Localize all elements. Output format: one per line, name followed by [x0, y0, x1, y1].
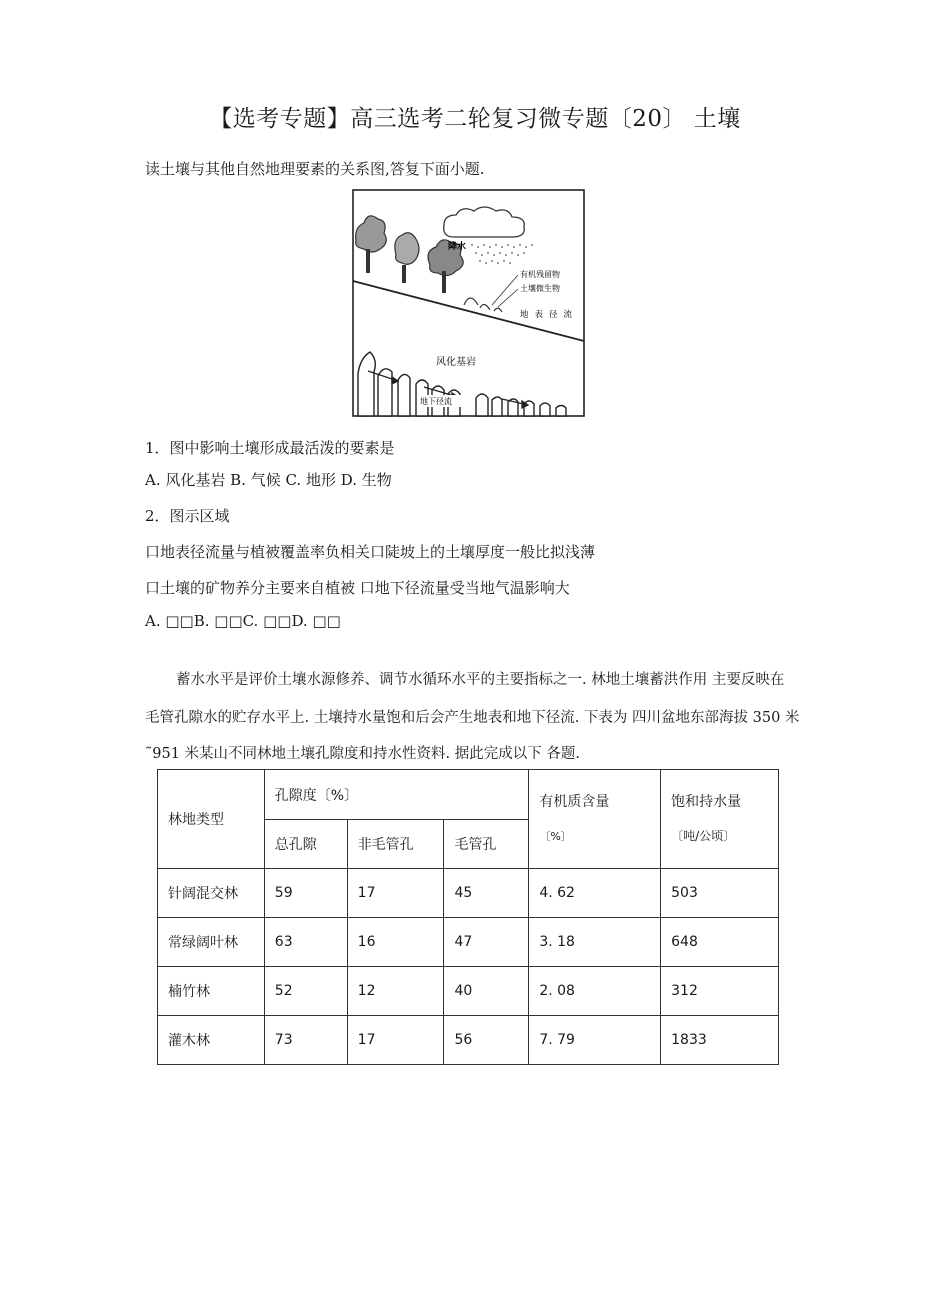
cell-forest-type: 常绿阔叶林: [158, 918, 265, 967]
cell-organic: 2. 08: [529, 967, 661, 1016]
cell-forest-type: 针阔混交林: [158, 869, 265, 918]
cell-cap: 56: [444, 1016, 529, 1065]
cell-forest-type: 灌木林: [158, 1016, 265, 1065]
cell-noncap: 16: [347, 918, 444, 967]
label-surface-runoff: 地表径流: [520, 310, 579, 320]
question-1-stem: 1．图中影响土壤形成最活泼的要素是: [145, 439, 395, 457]
porosity-table: [157, 769, 779, 1065]
header-organic: 有机质含量 〔%〕: [529, 770, 661, 869]
cell-organic: 3. 18: [529, 918, 661, 967]
passage-line-3: ˜951 米某山不同林地土壤孔隙度和持水性资料. 据此完成以下 各题.: [145, 746, 580, 762]
cell-noncap: 12: [347, 967, 444, 1016]
label-precip: 降水: [448, 242, 467, 252]
passage-line-2: 毛管孔隙水的贮存水平上. 土壤持水量饱和后会产生地表和地下径流. 下表为 四川盆地东部海拔 350 米: [145, 710, 800, 726]
label-underground: 地下径流: [420, 397, 452, 406]
cell-cap: 40: [444, 967, 529, 1016]
intro-text: 读土壤与其他自然地理要素的关系图,答复下面小题.: [145, 160, 485, 178]
table-row: [158, 967, 779, 1016]
cell-water: 503: [661, 869, 779, 918]
label-microbe: 土壤微生物: [520, 284, 560, 293]
cell-cap: 47: [444, 918, 529, 967]
cell-water: 312: [661, 967, 779, 1016]
header-saturated-water: 饱和持水量 〔吨/公顷〕: [661, 770, 779, 869]
cell-water: 648: [661, 918, 779, 967]
question-2-statement-line-1: 口地表径流量与植被覆盖率负相关口陡坡上的土壤厚度一般比拟浅薄: [145, 543, 596, 561]
table-row: [158, 1016, 779, 1065]
cell-organic: 7. 79: [529, 1016, 661, 1065]
header-capillary: 毛管孔: [444, 820, 529, 869]
page-title: 【选考专题】高三选考二轮复习微专题〔20〕 土壤: [209, 106, 741, 132]
header-porosity: 孔隙度〔%〕: [264, 770, 529, 820]
question-1-options: A. 风化基岩 B. 气候 C. 地形 D. 生物: [145, 471, 392, 489]
question-2-stem: 2．图示区域: [145, 507, 230, 525]
cell-cap: 45: [444, 869, 529, 918]
figure-svg: [352, 189, 585, 417]
cell-total: 63: [264, 918, 347, 967]
header-total-porosity: 总孔隙: [264, 820, 347, 869]
header-forest-type: 林地类型: [158, 770, 265, 869]
table-row: [158, 918, 779, 967]
soil-relationship-figure: [352, 189, 585, 417]
label-bedrock: 风化基岩: [436, 357, 476, 368]
header-noncapillary: 非毛管孔: [347, 820, 444, 869]
cell-total: 73: [264, 1016, 347, 1065]
table-header-row: [158, 770, 779, 820]
question-2-statement-line-2: 口土壤的矿物养分主要来自植被 口地下径流量受当地气温影响大: [145, 579, 570, 597]
cell-total: 52: [264, 967, 347, 1016]
cell-forest-type: 楠竹林: [158, 967, 265, 1016]
cell-noncap: 17: [347, 1016, 444, 1065]
table-row: [158, 869, 779, 918]
cell-organic: 4. 62: [529, 869, 661, 918]
question-2-options: A. □□B. □□C. □□D. □□: [145, 612, 341, 630]
cell-noncap: 17: [347, 869, 444, 918]
label-organic: 有机残留物: [520, 270, 560, 279]
cell-water: 1833: [661, 1016, 779, 1065]
cell-total: 59: [264, 869, 347, 918]
passage-line-1: 蓄水水平是评价土壤水源修养、调节水循环水平的主要指标之一. 林地土壤蓄洪作用 主要反映在: [176, 672, 785, 688]
